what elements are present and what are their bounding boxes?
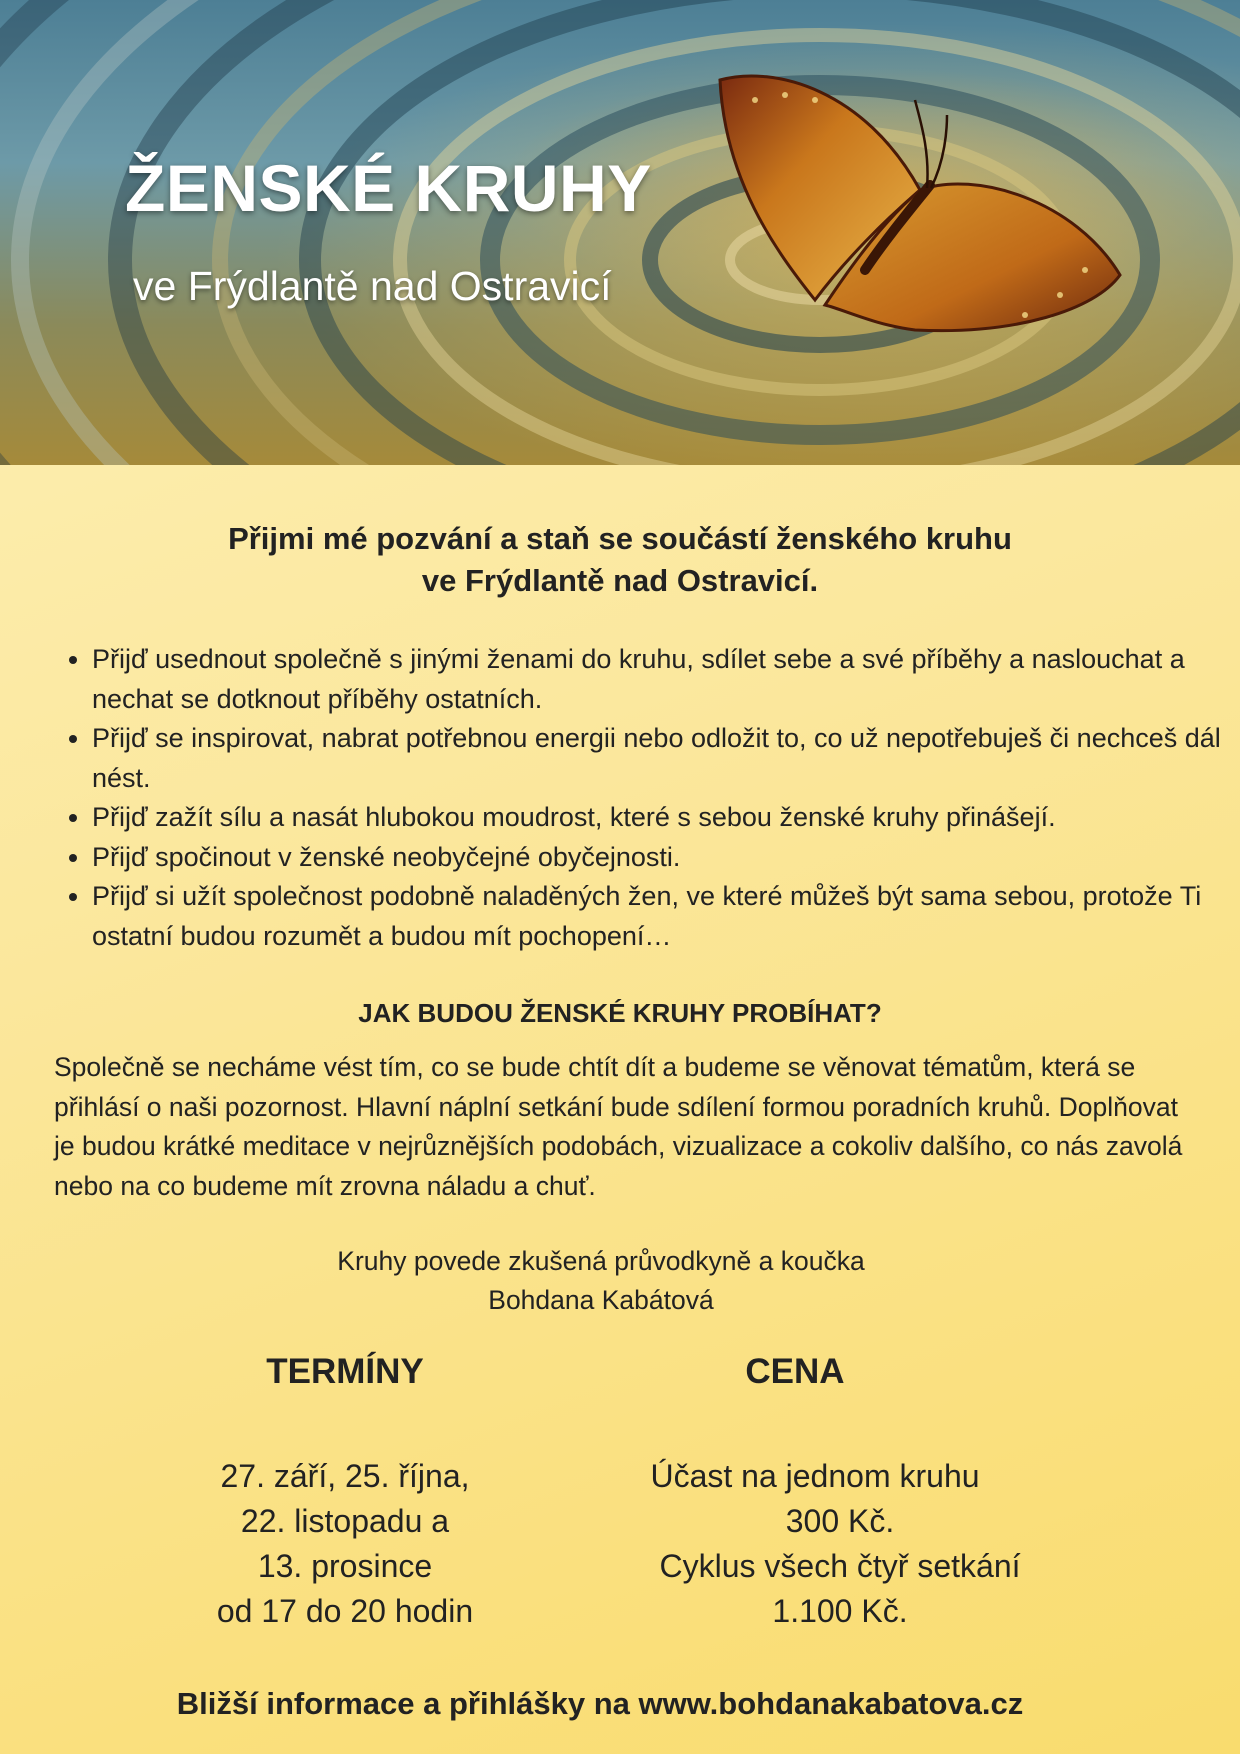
dates-column — [145, 1350, 545, 1634]
list-item: • Přijď se inspirovat, nabrat potřebnou energii nebo odložit to, co už nepotřebuješ či nechceš dál nést. — [92, 719, 1222, 798]
dates-line: 13. prosince — [257, 1548, 433, 1584]
dates-line: 27. září, 25. října, — [220, 1458, 470, 1494]
benefits-list — [55, 640, 1222, 956]
list-item: • Přijď si užít společnost podobně naladěných žen, ve které můžeš být sama sebou, protože Ti ostatní budou rozumět a budou mít pochopení… — [92, 877, 1222, 956]
butterfly-image — [715, 70, 1135, 370]
price-line: 300 Kč. — [785, 1503, 895, 1539]
price-line: Účast na jednom kruhu — [650, 1458, 980, 1494]
dates-line: 22. listopadu a — [240, 1503, 450, 1539]
intro-heading — [60, 518, 1180, 602]
facilitator-block — [60, 1242, 1142, 1320]
facilitator-name: Bohdana Kabátová — [488, 1285, 714, 1315]
list-item: • Přijď zažít sílu a nasát hlubokou moudrost, které s sebou ženské kruhy přinášejí. — [92, 798, 1222, 838]
list-item: • Přijď usednout společně s jinými ženami do kruhu, sdílet sebe a své příběhy a naslouchat a nechat se dotknout příběhy ostatních. — [92, 640, 1222, 719]
price-column — [640, 1350, 1040, 1634]
price-heading: CENA — [745, 1352, 845, 1391]
dates-line: od 17 do 20 hodin — [216, 1593, 474, 1629]
intro-line-2: ve Frýdlantě nad Ostravicí. — [421, 563, 819, 598]
page-subtitle: ve Frýdlantě nad Ostravicí — [133, 263, 612, 309]
price-line: Cyklus všech čtyř setkání — [659, 1548, 1021, 1584]
intro-line-1: Přijmi mé pozvání a staň se součástí ženského kruhu — [228, 521, 1012, 556]
facilitator-line-1: Kruhy povede zkušená průvodkyně a koučka — [337, 1246, 865, 1276]
price-line: 1.100 Kč. — [772, 1593, 908, 1629]
hero-banner — [0, 0, 1240, 465]
how-text: Společně se necháme vést tím, co se bude chtít dít a budeme se věnovat tématům, která se přihlásí o naši pozornost. Hlavní náplní setkání bude sdílení formou poradních kruhů. Doplňovat je budou krátké meditace v nejrůznějších podobách, vizualizace a cokoliv dalšího, co nás zavolá nebo na co budeme mít zrovna náladu a chuť. — [54, 1052, 1183, 1201]
footer-contact: Bližší informace a přihlášky na www.bohdanakabatova.cz — [176, 1686, 1024, 1721]
how-heading: JAK BUDOU ŽENSKÉ KRUHY PROBÍHAT? — [358, 998, 882, 1028]
list-item: • Přijď spočinout v ženské neobyčejné obyčejnosti. — [92, 838, 1222, 878]
dates-heading: TERMÍNY — [266, 1352, 424, 1391]
page-title: ŽENSKÉ KRUHY — [125, 151, 652, 225]
